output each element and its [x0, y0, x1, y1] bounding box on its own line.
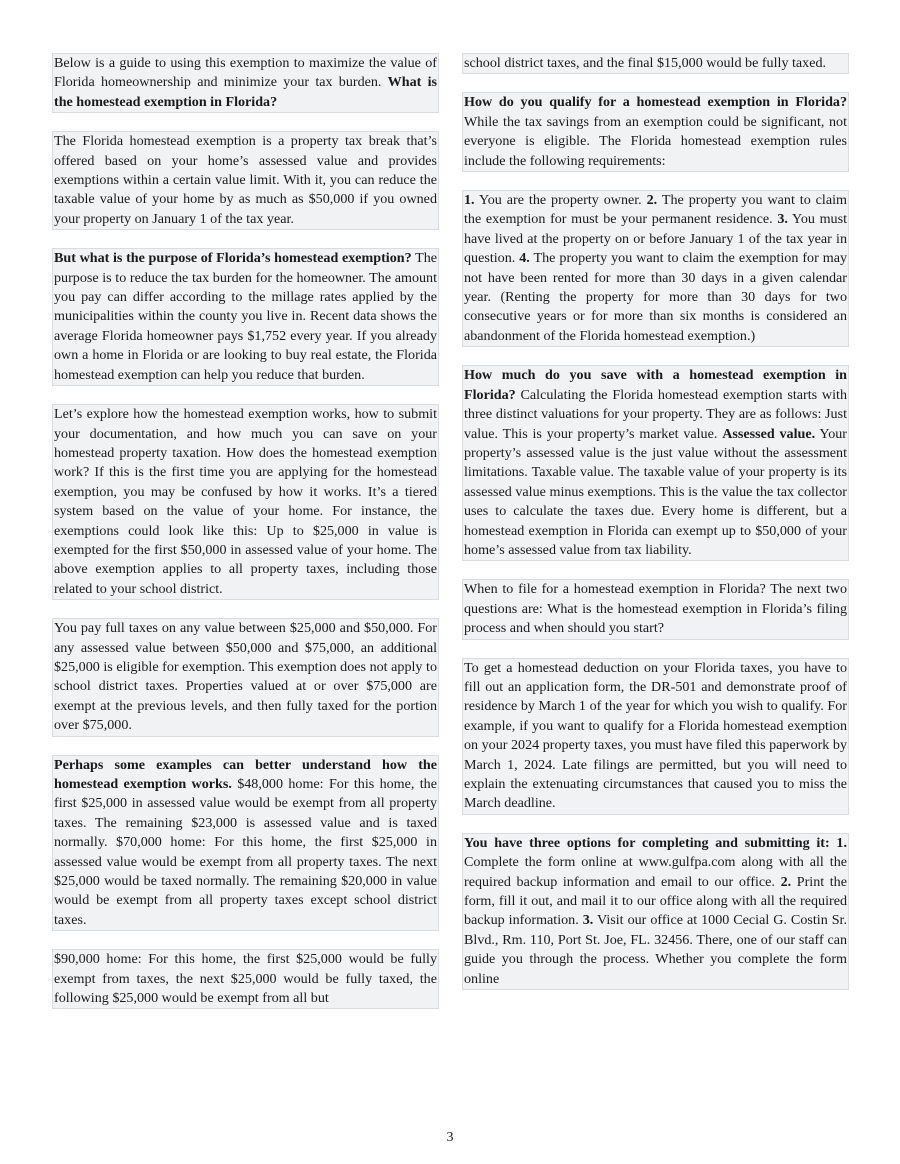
- text-run: $90,000 home: For this home, the first $25,000 would be fully exempt from taxes, the next $25,000 would be fully taxed, the following $25,000 would be exempt from all but: [54, 951, 437, 1007]
- paragraph: [463, 54, 848, 73]
- left-column: [53, 54, 438, 1008]
- text-run: The purpose is to reduce the tax burden for the homeowner. The amount you pay can differ according to the millage rates applied by the municipalities within the county you live in. Recent data shows the average Florida homeowner pays $1,752 every year. If you already own a home in Florida or are looking to buy real estate, the Florida homestead exemption can help you reduce that burden.: [54, 250, 437, 383]
- text-run: Your property’s assessed value is the just value without the assessment limitations. Taxable value. The taxable value of your property is its assessed value minus exemptions. This is the value the tax collector uses to calculate the taxes due. Every home is different, but a homestead exemption in Florida can exempt up to $50,000 of your home’s assessed value from tax liability.: [464, 425, 847, 558]
- bold-text: But what is the purpose of Florida’s homestead exemption?: [54, 250, 412, 267]
- text-run: Calculating the Florida homestead exemption starts with three distinct valuations for your property. They are as follows: Just value. This is your property’s market value.: [464, 386, 847, 442]
- paragraph: [53, 405, 438, 599]
- paragraph: [463, 659, 848, 814]
- text-run: You pay full taxes on any value between $25,000 and $50,000. For any assessed value between $50,000 and $75,000, an additional $25,000 is eligible for exemption. This exemption does not apply to school district taxes. Properties valued at or over $75,000 are exempt at the previous levels, and then fully taxed for the portion over $75,000.: [54, 620, 437, 734]
- bold-text: Assessed value.: [722, 425, 816, 442]
- text-run: school district taxes, and the final $15,000 would be fully taxed.: [464, 55, 827, 71]
- bold-text: 3.: [582, 912, 594, 929]
- text-run: Let’s explore how the homestead exemption works, how to submit your documentation, and how much you can save on your homestead property taxation. How does the homestead exemption work? If this is the first time you are applying for the homestead exemption, you may be confused by how it works. It’s a tiered system based on the value of your home. For instance, the exemptions could look like this: Up to $25,000 in value is exempted for the first $50,000 in assessed value of your home. The above exemption applies to all property taxes, including those related to your school district.: [54, 406, 437, 597]
- bold-text: 1.: [464, 192, 475, 209]
- paragraph: [53, 756, 438, 931]
- text-run: The property you want to claim the exemption for must be your permanent residence.: [464, 192, 847, 228]
- text-run: Print the form, fill it out, and mail it to our office along with all the required backup information.: [464, 873, 847, 929]
- paragraph: [463, 366, 848, 560]
- bold-text: What is the homestead exemption in Florida?: [54, 74, 437, 110]
- bold-text: Perhaps some examples can better understand how the homestead exemption works.: [54, 756, 437, 792]
- text-run: Complete the form online at www.gulfpa.com along with all the required backup information and email to our office.: [464, 854, 847, 890]
- text-run: Visit our office at 1000 Cecial G. Costin Sr. Blvd., Rm. 110, Port St. Joe, FL. 32456. There, one of our staff can guide you through the process. Whether you complete the form online: [464, 912, 847, 987]
- text-run: The property you want to claim the exemption for may not have been rented for more than 30 days in a given calendar year. (Renting the property for more than 30 days for two consecutive years or for more than six months is considered an abandonment of the Florida homestead exemption.): [464, 250, 847, 344]
- paragraph: [53, 54, 438, 112]
- text-run: To get a homestead deduction on your Florida taxes, you have to fill out an application form, the DR-501 and demonstrate proof of residence by March 1 of the year for which you wish to qualify. For example, if you want to qualify for a Florida homestead exemption on your 2024 property taxes, you must have filed this paperwork by March 1, 2024. Late filings are permitted, but you will need to explain the extenuating circumstances that caused you to miss the March deadline.: [464, 659, 847, 812]
- text-run: When to file for a homestead exemption in Florida? The next two questions are: What is the homestead exemption in Florida’s filing process and when should you start?: [464, 581, 847, 637]
- right-column: [463, 54, 848, 989]
- bold-text: 2.: [780, 873, 792, 890]
- paragraph: [463, 93, 848, 171]
- bold-text: How do you qualify for a homestead exemption in Florida?: [464, 94, 847, 111]
- paragraph: [463, 580, 848, 638]
- bold-text: How much do you save with a homestead exemption in Florida?: [464, 367, 847, 403]
- paragraph: [53, 950, 438, 1008]
- text-run: While the tax savings from an exemption could be significant, not everyone is eligible. The Florida homestead exemption rules include the following requirements:: [464, 113, 847, 169]
- text-run: You are the property owner.: [474, 192, 647, 209]
- bold-text: 4.: [519, 250, 530, 267]
- paragraph: [463, 191, 848, 346]
- bold-text: 2.: [646, 192, 658, 209]
- paragraph: [463, 834, 848, 989]
- text-run: $48,000 home: For this home, the first $25,000 in assessed value would be exempt from all property taxes. The remaining $23,000 is assessed value and is taxed normally. $70,000 home: For this home, the first $25,000 in assessed value would be exempt from all property taxes. The next $25,000 would be taxed normally. The remaining $20,000 in value would be exempt from all property taxes except school district taxes.: [54, 776, 437, 928]
- page-number: 3: [446, 1130, 454, 1145]
- paragraph: [53, 132, 438, 229]
- bold-text: You have three options for completing and submitting it:: [464, 834, 830, 851]
- bold-text: 1.: [836, 834, 847, 851]
- paragraph: [53, 619, 438, 735]
- bold-text: 3.: [777, 211, 788, 228]
- text-run: You must have lived at the property on or before January 1 of the tax year in question.: [464, 211, 848, 267]
- paragraph: [53, 249, 438, 385]
- text-run: The Florida homestead exemption is a property tax break that’s offered based on your home’s assessed value and provides exemptions within a certain value limit. With it, you can reduce the taxable value of your home by as much as $50,000 if you owned your property on January 1 of the tax year.: [54, 133, 437, 227]
- text-run: Below is a guide to using this exemption to maximize the value of Florida homeownership and minimize your tax burden.: [54, 55, 437, 91]
